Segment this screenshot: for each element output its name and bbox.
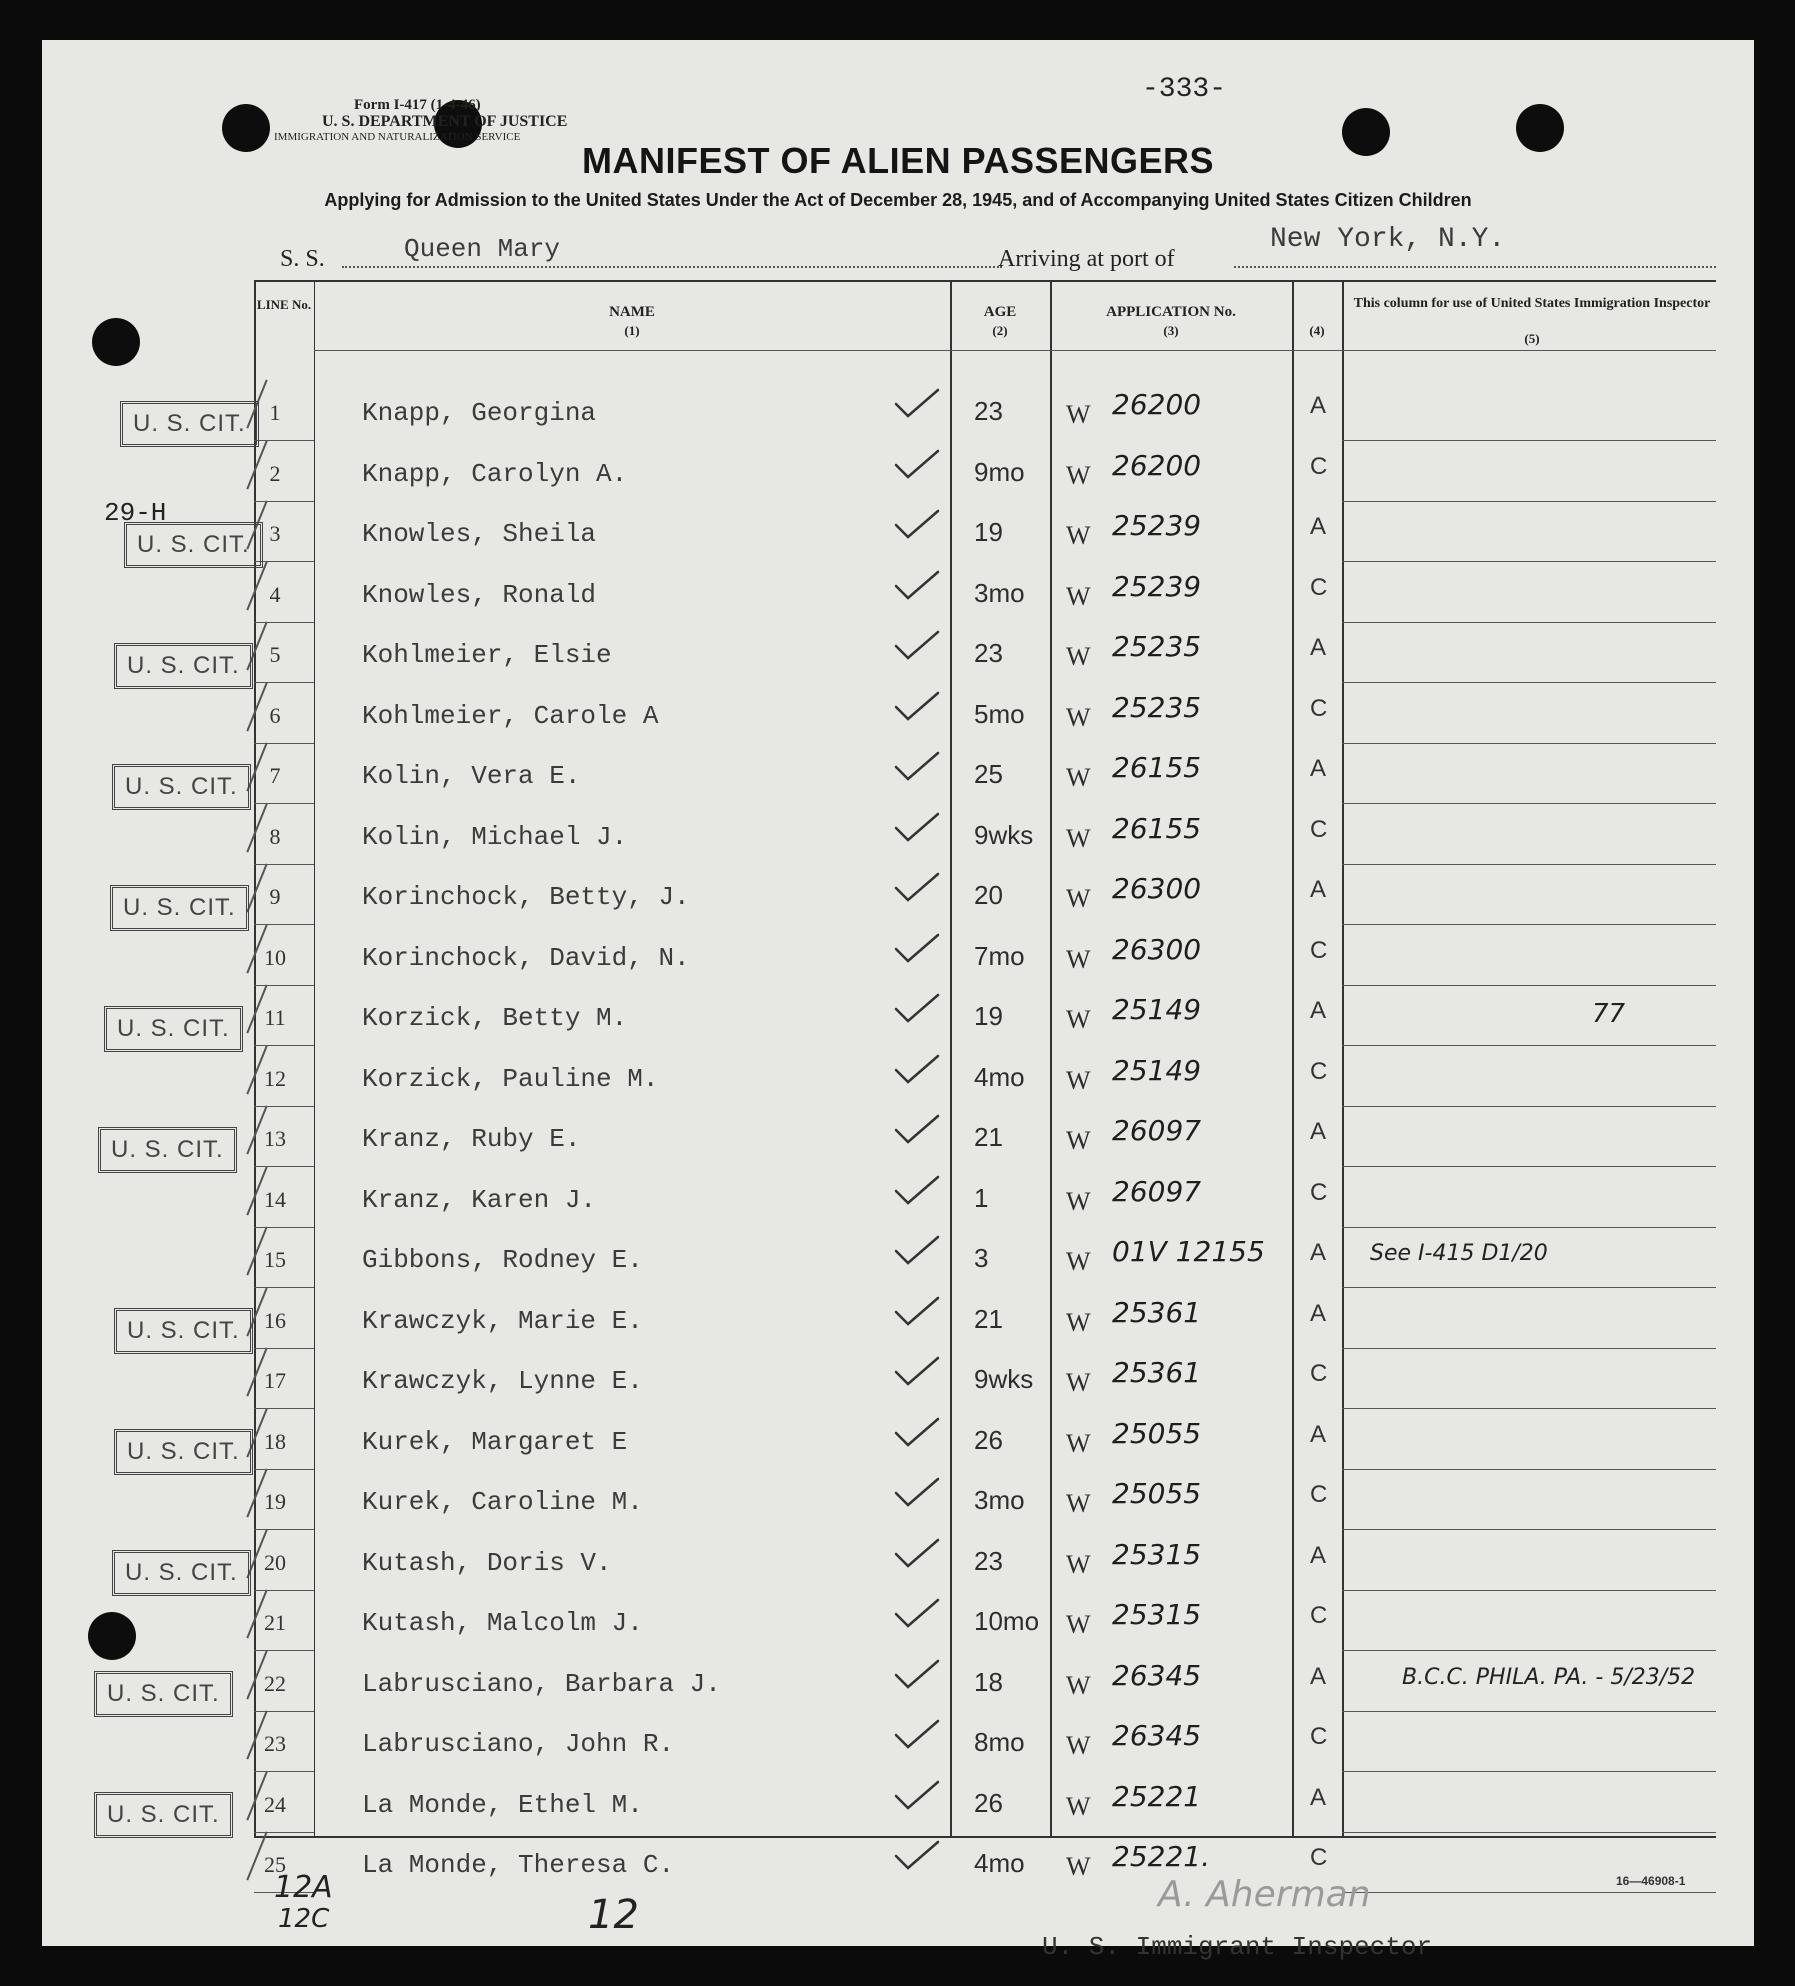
passenger-class: C [1310, 1844, 1328, 1871]
application-number: 25315 [1112, 1537, 1202, 1571]
header-bottom-rule [314, 350, 1716, 351]
passenger-age: 21 [974, 1122, 1003, 1152]
passenger-name: La Monde, Theresa C. [362, 1850, 675, 1880]
port-dotted-line [1234, 266, 1716, 268]
check-mark-icon [892, 386, 942, 416]
passenger-name: Kranz, Karen J. [362, 1184, 597, 1215]
passenger-name: Kolin, Vera E. [362, 761, 581, 791]
check-mark-icon [892, 1838, 942, 1868]
application-prefix: W [1066, 1005, 1091, 1034]
application-number: 26345 [1112, 1658, 1202, 1692]
passenger-name: Korzick, Pauline M. [362, 1063, 659, 1094]
service: IMMIGRATION AND NATURALIZATION SERVICE [274, 131, 521, 143]
check-mark-icon [892, 507, 942, 537]
passenger-age: 1 [974, 1182, 989, 1213]
application-number: 26345 [1112, 1719, 1202, 1752]
application-prefix: W [1066, 823, 1091, 853]
application-prefix: W [1066, 1610, 1091, 1639]
check-mark-icon [892, 568, 942, 598]
application-prefix: W [1066, 884, 1091, 913]
passenger-age: 9wks [974, 819, 1034, 850]
line-number: 13 [264, 1126, 286, 1151]
application-prefix: W [1066, 521, 1091, 550]
table-row [42, 441, 1754, 501]
passenger-name: Kohlmeier, Elsie [362, 640, 612, 670]
application-prefix: W [1066, 460, 1091, 490]
us-citizen-stamp: U. S. CIT. [114, 1308, 253, 1354]
col-age-num: (2) [992, 323, 1008, 338]
check-mark-icon [892, 1173, 942, 1203]
passenger-name: Korinchock, David, N. [362, 942, 690, 973]
line-number: 22 [264, 1670, 286, 1696]
line-number: 24 [264, 1791, 286, 1817]
passenger-age: 8mo [974, 1727, 1025, 1757]
passenger-class: A [1310, 1420, 1327, 1448]
us-citizen-stamp: U. S. CIT. [124, 522, 263, 568]
application-number: 25221. [1112, 1840, 1210, 1873]
col-name-header: NAME [609, 304, 655, 320]
check-mark-icon [892, 870, 942, 900]
check-mark-icon [892, 810, 942, 840]
application-number: 26200 [1112, 388, 1202, 421]
line-number: 11 [264, 1005, 286, 1030]
check-mark-icon [892, 689, 942, 719]
application-number: 25235 [1112, 690, 1202, 724]
line-number: 9 [269, 884, 281, 909]
passenger-name: Labrusciano, John R. [362, 1729, 675, 1759]
passenger-class: C [1310, 573, 1328, 601]
tally-c: 12C [278, 1904, 330, 1934]
passenger-name: Knapp, Georgina [362, 398, 597, 428]
col-line-header: LINE No. [256, 297, 312, 312]
table-row [42, 864, 1754, 924]
inspector-note: 77 [1592, 999, 1626, 1029]
col-insp-num: (5) [1524, 331, 1540, 346]
application-prefix: W [1066, 1731, 1091, 1760]
application-prefix: W [1066, 1126, 1091, 1155]
form-id: Form I-417 (1-4-46) [354, 97, 481, 113]
table-row [42, 743, 1754, 803]
application-prefix: W [1066, 1428, 1091, 1458]
table-row [42, 1046, 1754, 1106]
passenger-age: 10mo [974, 1606, 1040, 1636]
application-number: 26097 [1112, 1114, 1202, 1147]
passenger-age: 18 [974, 1666, 1003, 1697]
port-name: New York, N.Y. [1270, 224, 1506, 255]
application-prefix: W [1066, 763, 1091, 792]
check-mark-icon [892, 749, 942, 779]
table-row [42, 985, 1754, 1045]
passenger-name: Gibbons, Rodney E. [362, 1245, 643, 1275]
line-number: 19 [264, 1489, 286, 1514]
line-number: 7 [269, 763, 281, 788]
application-prefix: W [1066, 1065, 1091, 1095]
col-name-num: (1) [624, 323, 640, 338]
passenger-age: 25 [974, 759, 1003, 789]
application-number: 01V 12155 [1112, 1235, 1265, 1268]
application-prefix: W [1066, 642, 1091, 671]
line-number: 8 [269, 823, 281, 849]
table-row [42, 1469, 1754, 1529]
page-number: -333- [1142, 74, 1227, 105]
row-rule [1342, 1892, 1716, 1893]
passenger-age: 3 [974, 1243, 989, 1273]
application-number: 25235 [1112, 630, 1202, 663]
passenger-class: C [1310, 1360, 1328, 1387]
table-row [42, 683, 1754, 743]
tally-total: 12 [588, 1892, 639, 1938]
passenger-age: 3mo [974, 577, 1025, 608]
passenger-name: Krawczyk, Lynne E. [362, 1366, 643, 1396]
line-number: 15 [264, 1247, 286, 1272]
passenger-age: 20 [974, 880, 1003, 910]
table-row [42, 1711, 1754, 1771]
passenger-class: A [1310, 755, 1327, 782]
form-code: 16—46908-1 [1616, 1874, 1686, 1888]
passenger-name: Kranz, Ruby E. [362, 1124, 581, 1154]
table-row [42, 1167, 1754, 1227]
line-number: 10 [264, 944, 286, 970]
line-number: 4 [269, 581, 281, 607]
passenger-name: Kohlmeier, Carole A [362, 700, 659, 731]
passenger-class: A [1310, 997, 1327, 1024]
us-citizen-stamp: U. S. CIT. [112, 764, 251, 810]
passenger-name: Kolin, Michael J. [362, 821, 628, 852]
application-prefix: W [1066, 1791, 1091, 1821]
passenger-name: La Monde, Ethel M. [362, 1789, 643, 1820]
application-number: 25315 [1112, 1598, 1202, 1631]
col-age-header: AGE [983, 304, 1017, 320]
us-citizen-stamp: U. S. CIT. [112, 1550, 251, 1596]
page-subtitle: Applying for Admission to the United States Under the Act of December 28, 1945, and of Accompanying United States Citizen Children [324, 190, 1472, 210]
passenger-age: 23 [974, 1545, 1003, 1576]
line-number: 12 [264, 1065, 286, 1091]
table-row [42, 1590, 1754, 1650]
passenger-name: Kutash, Doris V. [362, 1547, 612, 1578]
check-mark-icon [892, 1415, 942, 1445]
application-prefix: W [1066, 1186, 1091, 1216]
passenger-class: C [1310, 1723, 1328, 1750]
page-title: MANIFEST OF ALIEN PASSENGERS [581, 140, 1215, 181]
passenger-name: Kurek, Caroline M. [362, 1487, 643, 1517]
inspector-label: U. S. Immigrant Inspector [1042, 1932, 1433, 1962]
margin-note: 29-H [104, 498, 167, 528]
line-number: 6 [269, 702, 281, 728]
us-citizen-stamp: U. S. CIT. [98, 1127, 237, 1173]
table-row [42, 804, 1754, 864]
application-prefix: W [1066, 1670, 1091, 1700]
col-insp-header: This column for use of United States Immigration Inspector [1353, 296, 1711, 311]
passenger-class: A [1310, 392, 1327, 419]
table-row [42, 501, 1754, 561]
passenger-age: 9wks [974, 1364, 1034, 1394]
passenger-age: 23 [974, 638, 1003, 668]
passenger-class: A [1310, 634, 1327, 661]
application-number: 25239 [1112, 569, 1202, 603]
passenger-age: 4mo [974, 1848, 1025, 1878]
passenger-name: Korinchock, Betty, J. [362, 882, 690, 912]
passenger-age: 19 [974, 517, 1003, 547]
passenger-class: A [1310, 876, 1327, 903]
application-prefix: W [1066, 1852, 1091, 1881]
application-number: 25055 [1112, 1416, 1202, 1450]
us-citizen-stamp: U. S. CIT. [114, 1429, 253, 1475]
passenger-class: C [1310, 452, 1328, 480]
passenger-name: Kutash, Malcolm J. [362, 1608, 643, 1638]
line-number: 2 [269, 460, 281, 486]
inspector-signature: A. Aherman [1158, 1874, 1371, 1915]
application-prefix: W [1066, 1489, 1091, 1518]
application-number: 26300 [1112, 872, 1202, 905]
ship-label: S. S. [280, 246, 325, 272]
col-app-header: APPLICATION No. [1106, 304, 1236, 320]
table-row [42, 1288, 1754, 1348]
passenger-name: Krawczyk, Marie E. [362, 1305, 643, 1336]
table-top-border [254, 280, 1716, 282]
passenger-name: Korzick, Betty M. [362, 1003, 628, 1033]
check-mark-icon [892, 1112, 942, 1142]
line-number: 14 [264, 1186, 286, 1212]
application-number: 26300 [1112, 932, 1202, 966]
application-number: 25055 [1112, 1477, 1202, 1510]
application-number: 26155 [1112, 811, 1202, 845]
passenger-class: C [1310, 936, 1328, 964]
ship-dotted-line [342, 266, 1002, 268]
application-number: 25221 [1112, 1779, 1202, 1813]
line-number: 16 [264, 1307, 286, 1333]
line-number: 3 [269, 521, 281, 546]
application-prefix: W [1066, 944, 1091, 974]
punch-hole-left-1 [92, 318, 140, 366]
application-number: 25361 [1112, 1295, 1202, 1329]
passenger-class: C [1310, 694, 1328, 722]
check-mark-icon [892, 1717, 942, 1747]
check-mark-icon [892, 1052, 942, 1082]
table-row [42, 1772, 1754, 1832]
table-row [42, 1106, 1754, 1166]
passenger-class: C [1310, 1057, 1328, 1085]
passenger-name: Knowles, Ronald [362, 579, 597, 610]
passenger-age: 4mo [974, 1061, 1025, 1092]
check-mark-icon [892, 1657, 942, 1687]
passenger-age: 19 [974, 1001, 1003, 1031]
application-number: 26097 [1112, 1174, 1202, 1208]
passenger-age: 9mo [974, 456, 1025, 487]
passenger-age: 26 [974, 1787, 1003, 1818]
passenger-class: A [1310, 1783, 1327, 1811]
passenger-class: A [1310, 1541, 1327, 1569]
us-citizen-stamp: U. S. CIT. [104, 1006, 243, 1052]
us-citizen-stamp: U. S. CIT. [110, 885, 249, 931]
passenger-age: 7mo [974, 940, 1025, 971]
passenger-age: 5mo [974, 698, 1025, 729]
department: U. S. DEPARTMENT OF JUSTICE [322, 113, 568, 130]
us-citizen-stamp: U. S. CIT. [120, 401, 259, 447]
passenger-class: A [1310, 1118, 1327, 1145]
passenger-age: 21 [974, 1303, 1003, 1334]
line-number: 5 [269, 642, 281, 667]
application-prefix: W [1066, 1368, 1091, 1397]
passenger-class: A [1310, 1662, 1327, 1690]
table-row [42, 562, 1754, 622]
passenger-class: C [1310, 1481, 1328, 1508]
passenger-name: Kurek, Margaret E [362, 1426, 628, 1457]
check-mark-icon [892, 1536, 942, 1566]
passenger-class: A [1310, 1299, 1327, 1327]
check-mark-icon [892, 991, 942, 1021]
check-mark-icon [892, 1596, 942, 1626]
col-cls-num: (4) [1309, 323, 1325, 338]
passenger-class: C [1310, 815, 1328, 843]
table-row [42, 380, 1754, 440]
us-citizen-stamp: U. S. CIT. [94, 1792, 233, 1838]
table-row [42, 622, 1754, 682]
passenger-name: Knapp, Carolyn A. [362, 458, 628, 489]
check-mark-icon [892, 447, 942, 477]
line-number: 21 [264, 1610, 286, 1635]
line-number: 23 [264, 1731, 286, 1756]
table-row [42, 1409, 1754, 1469]
passenger-class: A [1310, 513, 1327, 540]
manifest-page [42, 40, 1754, 1962]
passenger-age: 26 [974, 1424, 1003, 1455]
check-mark-icon [892, 931, 942, 961]
table-row [42, 1227, 1754, 1287]
application-number: 25149 [1112, 1053, 1202, 1087]
tally-a: 12A [274, 1870, 333, 1905]
port-label: Arriving at port of [998, 246, 1175, 272]
line-number: 20 [264, 1549, 286, 1575]
application-prefix: W [1066, 1307, 1091, 1337]
table-row [42, 925, 1754, 985]
table-row [42, 1348, 1754, 1408]
application-prefix: W [1066, 1247, 1091, 1276]
application-prefix: W [1066, 400, 1091, 429]
application-number: 26155 [1112, 751, 1202, 784]
application-number: 26200 [1112, 448, 1202, 482]
application-prefix: W [1066, 702, 1091, 732]
table-row [42, 1651, 1754, 1711]
application-number: 25149 [1112, 993, 1202, 1026]
application-number: 25361 [1112, 1356, 1202, 1389]
passenger-class: C [1310, 1178, 1328, 1206]
passenger-class: A [1310, 1239, 1327, 1266]
check-mark-icon [892, 1354, 942, 1384]
inspector-note: B.C.C. PHILA. PA. - 5/23/52 [1402, 1664, 1696, 1690]
check-mark-icon [892, 1475, 942, 1505]
passenger-class: C [1310, 1602, 1328, 1629]
line-number: 25 [264, 1852, 286, 1877]
check-mark-icon [892, 1778, 942, 1808]
inspector-note: See I-415 D1/20 [1370, 1241, 1548, 1266]
check-mark-icon [892, 1294, 942, 1324]
check-mark-icon [892, 1233, 942, 1263]
line-number: 17 [264, 1368, 286, 1393]
us-citizen-stamp: U. S. CIT. [94, 1671, 233, 1717]
ship-name: Queen Mary [404, 234, 561, 264]
passenger-age: 23 [974, 396, 1003, 426]
us-citizen-stamp: U. S. CIT. [114, 643, 253, 689]
line-number: 18 [264, 1428, 286, 1454]
col-app-num: (3) [1163, 323, 1179, 338]
check-mark-icon [892, 628, 942, 658]
passenger-age: 3mo [974, 1485, 1025, 1515]
passenger-name: Labrusciano, Barbara J. [362, 1668, 721, 1699]
line-number: 1 [269, 400, 281, 425]
passenger-name: Knowles, Sheila [362, 519, 597, 549]
application-number: 25239 [1112, 509, 1202, 542]
table-row [42, 1530, 1754, 1590]
application-prefix: W [1066, 1549, 1091, 1579]
application-prefix: W [1066, 581, 1091, 611]
